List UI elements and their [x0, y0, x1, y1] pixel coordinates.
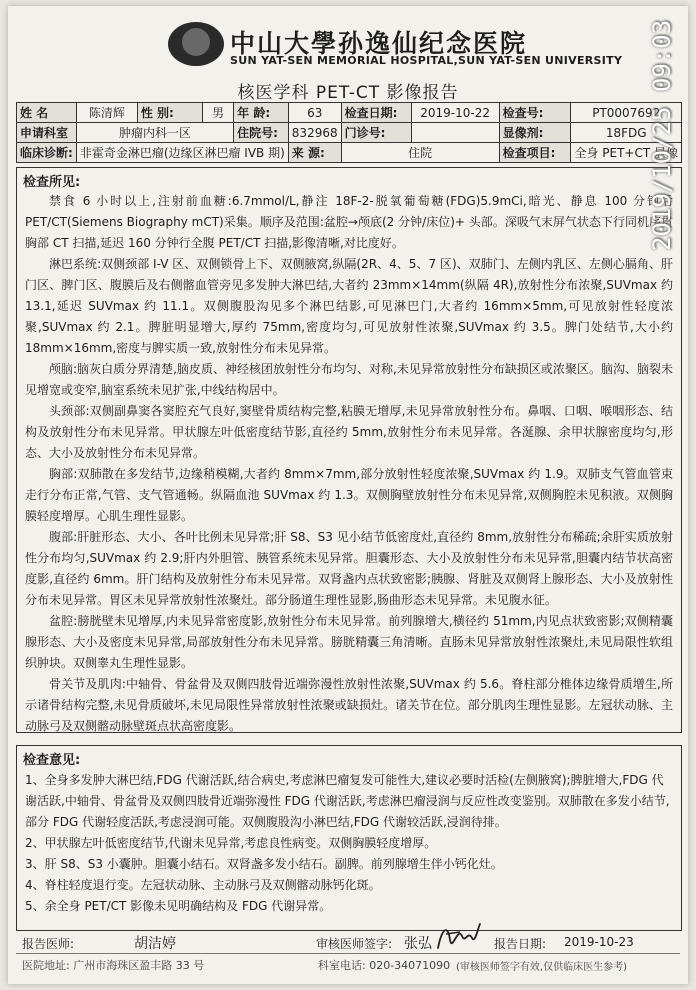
table-row [17, 123, 682, 143]
outpatient-label: 门诊号: [341, 123, 411, 143]
name-label: 姓 名 [17, 103, 77, 123]
table-row [17, 103, 682, 123]
footer-note: (审核医师签字有效,仅供临床医生参考) [456, 962, 627, 973]
list-item: 3、肝 S8、S3 小囊肿。胆囊小结石。双肾盏多发小结石。副脾。前列腺增生伴小钙化灶。 [25, 857, 503, 871]
table-row [17, 143, 682, 163]
exam-date-label: 检查日期: [341, 103, 411, 123]
photo-timestamp [642, 6, 682, 251]
reviewer-name: 张弘 [404, 936, 432, 952]
reporter-label: 报告医师: [22, 937, 75, 951]
findings-paragraph: 盆腔:膀胱壁未见增厚,内未见异常密度影,放射性分布未见异常。前列腺增大,横径约 51mm,内见点状致密影;双侧精囊腺形态、大小及密度未见异常,局部放射性分布未见异常。膀胱精囊三角清晰。直肠未见异常放射性浓聚灶,未见局限性软组织肿块。双侧睾丸生理性显影。 [25, 614, 673, 670]
diagnosis-value: 非霍奇金淋巴瘤(边缘区淋巴瘤 IVB 期) [76, 143, 288, 163]
findings-paragraph: 胸部:双肺散在多发结节,边缘稍模糊,大者约 8mm×7mm,部分放射性轻度浓聚,SUVmax 约 1.9。双肺支气管血管束走行分布正常,气管、支气管通畅。纵隔血池 SUVmax 约 1.3。双侧胸壁放射性分布未见异常,双侧胸腔未见积液。双侧胸膜轻度增厚。心肌生理性显影。 [25, 467, 673, 523]
findings-paragraph: 头颈部:双侧副鼻窦各窦腔充气良好,窦壁骨质结构完整,粘膜无增厚,未见异常放射性分布。鼻咽、口咽、喉咽形态、结构及放射性分布未见异常。甲状腺左叶低密度结节影,直径约 5mm,放射性分布未见异常。各涎腺、余甲状腺密度均匀,形态、大小及放射性分布未见异常。 [25, 404, 673, 460]
hospital-logo-icon [168, 22, 224, 66]
report-title: 核医学科 PET-CT 影像报告 [237, 83, 459, 103]
impression-list [25, 770, 673, 917]
patient-age: 63 [288, 103, 341, 123]
patient-info-table [16, 102, 682, 163]
report-paper [8, 6, 688, 984]
report-footer [16, 931, 680, 979]
report-header [8, 16, 688, 76]
reviewer-label: 审核医师签字: [316, 937, 393, 951]
diagnosis-label: 临床诊断: [17, 143, 77, 163]
item-label: 检查项目: [499, 143, 571, 163]
source-label: 来 源: [288, 143, 341, 163]
list-item: 2、甲状腺左叶低密度结节,代谢未见异常,考虑良性病变。双侧胸膜轻度增厚。 [25, 836, 437, 850]
report-date-label: 报告日期: [494, 937, 547, 951]
source-value: 住院 [341, 143, 499, 163]
inpatient-label: 住院号: [234, 123, 289, 143]
dept-value: 肿瘤内科一区 [76, 123, 233, 143]
agent-label: 显像剂: [499, 123, 571, 143]
findings-paragraph: 颅脑:脑灰白质分界清楚,脑皮质、神经核团放射性分布均匀、对称,未见异常放射性分布缺损区或浓聚区。脑沟、脑裂未见增宽或变窄,脑室系统未见扩张,中线结构居中。 [25, 362, 673, 397]
hospital-name-cn: 中山大學孙逸仙纪念医院 [230, 29, 528, 58]
impression-section [16, 745, 682, 931]
footer-divider [16, 953, 680, 954]
list-item: 1、全身多发肿大淋巴结,FDG 代谢活跃,结合病史,考虑淋巴瘤复发可能性大,建议必要时活检(左侧腋窝);脾脏增大,FDG 代谢活跃,中轴骨、骨盆骨及双侧四肢骨近端弥漫性 FDG 代谢活跃,考虑淋巴瘤浸润与反应性改变鉴别。双肺散在多发小结节,部分 FDG 代谢轻度活跃,考虑浸润可能。双侧腹股沟小淋巴结,FDG 代谢较活跃,浸润待排。 [25, 773, 670, 829]
findings-title: 检查所见: [23, 175, 81, 190]
item-value: 全身 PET+CT 显像 [571, 143, 682, 163]
photo-timestamp-text: 2019/10/25 09:03 [648, 19, 676, 251]
exam-no-label: 检查号: [499, 103, 571, 123]
patient-name: 陈清辉 [76, 103, 137, 123]
hospital-name-en: SUN YAT-SEN MEMORIAL HOSPITAL,SUN YAT-SEN UNIVERSITY [230, 54, 623, 67]
age-label: 年 龄: [234, 103, 289, 123]
list-item: 5、余全身 PET/CT 影像未见明确结构及 FDG 代谢异常。 [25, 899, 332, 913]
impression-title: 检查意见: [23, 753, 81, 768]
hospital-address: 医院地址: 广州市海珠区盈丰路 33 号 [22, 959, 205, 972]
handwritten-signature [432, 918, 484, 958]
outpatient-no [411, 123, 499, 143]
findings-paragraph: 淋巴系统:双侧颈部 I-V 区、双侧锁骨上下、双侧腋窝,纵隔(2R、4、5、7 区)、双肺门、左侧内乳区、左侧心膈角、肝门区、脾门区、腹膜后及右侧髂血管旁见多发肿大淋巴结,大者约 23mm×14mm(纵隔 4R),放射性分布浓聚,SUVmax 约 13.1,延迟 SUVmax 约 11.1。双侧腹股沟见多个淋巴结影,可见淋巴门,大者约 16mm×5mm,可见放射性轻度浓聚,SUVmax 约 2.1。脾脏明显增大,厚约 75mm,密度均匀,可见放射性浓聚,SUVmax 约 3.5。脾门处结节,大小约 18mm×16mm,密度与脾实质一致,放射性分布未见异常。 [25, 257, 673, 355]
reporter-name: 胡洁婷 [134, 936, 176, 952]
findings-paragraph: 腹部:肝脏形态、大小、各叶比例未见异常;肝 S8、S3 见小结节低密度灶,直径约 8mm,放射性分布稀疏;余肝实质放射性分布均匀,SUVmax 约 2.9;肝内外胆管、胰管系统未见异常。胆囊形态、大小及放射性分布未见异常,胆囊内结节状高密度影,直径约 6mm。肝门结构及放射性分布未见异常。双肾盏内点状致密影;胰腺、肾脏及双侧肾上腺形态、大小及放射性分布未见异常。胃区未见异常放射性浓聚灶。部分肠道生理性显影,肠曲形态未见异常。未见腹水征。 [25, 530, 673, 607]
exam-no: PT0007692 [571, 103, 682, 123]
report-date: 2019-10-23 [564, 935, 634, 949]
dept-label: 申请科室 [17, 123, 77, 143]
list-item: 4、脊柱轻度退行变。左冠状动脉、主动脉弓及双侧髂动脉钙化斑。 [25, 878, 381, 892]
exam-date: 2019-10-22 [411, 103, 499, 123]
dept-phone: 科室电话: 020-34071090 [318, 959, 451, 972]
findings-paragraph: 禁食 6 小时以上,注射前血糖:6.7mmol/L,静注 18F-2-脱氧葡萄糖(FDG)5.9mCi,暗光、静息 100 分钟后 PET/CT(Siemens Biography mCT)采集。顺序及范围:盆腔→颅底(2 分钟/床位)+ 头部。深吸气末屏气状态下行同机序贯胸部 CT 扫描,延迟 160 分钟行全腹 PET/CT 扫描,影像清晰,对比度好。 [25, 194, 673, 250]
findings-paragraph: 骨关节及肌肉:中轴骨、骨盆骨及双侧四肢骨近端弥漫性放射性浓聚,SUVmax 约 5.6。脊柱部分椎体边缘骨质增生,所示诸骨结构完整,未见骨质破坏,未见局限性异常放射性浓聚或缺损灶。诸关节在位。部分肌肉生理性显影。左冠状动脉、主动脉弓及双侧髂动脉壁斑点状高密度影。 [25, 677, 673, 733]
patient-sex: 男 [203, 103, 234, 123]
inpatient-no: 832968 [288, 123, 341, 143]
sex-label: 性 别: [137, 103, 202, 123]
findings-section [16, 167, 682, 733]
agent-value: 18FDG [571, 123, 682, 143]
